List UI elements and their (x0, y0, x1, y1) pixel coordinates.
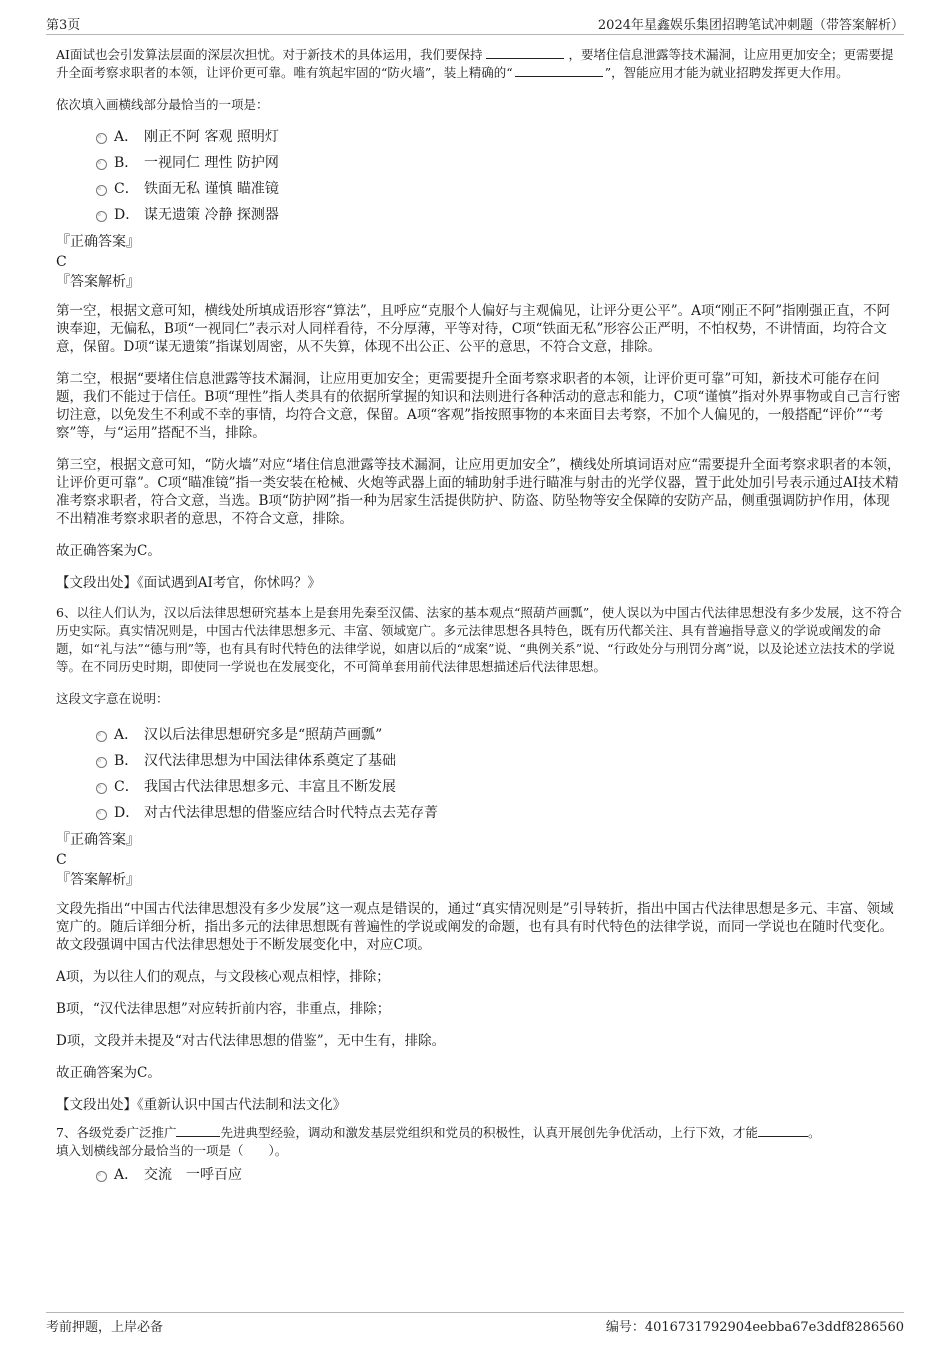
radio-icon[interactable] (96, 1171, 107, 1182)
q6-analysis-1: 文段先指出“中国古代法律思想没有多少发展”这一观点是错误的，通过“真实情况则是”引导转折，指出中国古代法律思想是多元、丰富、领域宽广的。随后详细分析，指出多元的法律思想既有普遍性的学说或阐发的命题，也有具有时代特色的法律学说，而同一学说也在随时代变化。故文段强调中国古代法律思想处于不断发展变化中，对应C项。 (56, 901, 894, 953)
radio-icon[interactable] (96, 185, 107, 196)
q5-options (56, 124, 902, 228)
q6-analysis-2: A项，为以往人们的观点，与文段核心观点相悖，排除； (56, 969, 390, 985)
q5-option-a[interactable]: A． 刚正不阿 客观 照明灯 (56, 124, 902, 150)
q5-option-b[interactable]: B． 一视同仁 理性 防护网 (56, 150, 902, 176)
q6-analysis-label: 『答案解析』 (56, 872, 140, 888)
q6-option-a[interactable]: A． 汉以后法律思想研究多是“照葫芦画瓢” (56, 722, 902, 748)
q7-blank-2 (758, 1124, 808, 1137)
q5-analysis-1: 第一空，根据文意可知，横线处所填成语形容“算法”，且呼应“克服个人偏好与主观偏见，让评分更公平”。A项“刚正不阿”指刚强正直，不阿谀奉迎，无偏私，B项“一视同仁”表示对人同样看待，不分厚薄，平等对待，C项“铁面无私”形容公正严明，不怕权势，不讲情面，均符合文意，保留。D项“谋无遗策”指谋划周密，从不失算，体现不出公正、公平的意思，不符合文意，排除。 (56, 303, 891, 355)
q5-answer: C (56, 254, 67, 270)
q6-analysis-4: D项，文段并未提及“对古代法律思想的借鉴”，无中生有，排除。 (56, 1033, 446, 1049)
q5-prompt: 依次填入画横线部分最恰当的一项是： (56, 97, 269, 112)
q6-passage: 6、以往人们认为，汉以后法律思想研究基本上是套用先秦至汉儒、法家的基本观点“照葫芦画瓢”，使人误以为中国古代法律思想没有多少发展，这不符合历史实际。真实情况则是，中国古代法律思想多元、丰富、领域宽广。多元法律思想各具特色，既有历代都关注、具有普遍指导意义的学说或阐发的命题，如“礼与法”“德与刑”等，也有具有时代特色的法律学说，如唐以后的“成案”说、“典例关系”说、“行政处分与刑罚分离”说，以及论述立法技术的学说等。在不同历史时期，即使同一学说也在发展变化，不可简单套用前代法律思想描述后代法律思想。 (56, 605, 902, 674)
q7-blank-1 (176, 1124, 220, 1137)
page-content (56, 40, 902, 1188)
q5-analysis-3: 第三空，根据文意可知，“防火墙”对应“堵住信息泄露等技术漏洞，让应用更加安全”，横线处所填词语对应“需要提升全面考察求职者的本领，让评价更可靠”。C项“瞄准镜”指一类安装在枪械、火炮等武器上面的辅助射手进行瞄准与射击的光学仪器，置于此处加引号表示通过AI技术精准考察求职者，符合文意，当选。B项“防护网”指一种为居家生活提供防护、防盗、防坠物等安全保障的安防产品，侧重强调防护作用，体现不出精准考察求职者的意思，不符合文意，排除。 (56, 457, 901, 527)
q6-option-d[interactable]: D． 对古代法律思想的借鉴应结合时代特点去芜存菁 (56, 800, 902, 826)
radio-icon[interactable] (96, 159, 107, 170)
q5-analysis-label: 『答案解析』 (56, 274, 140, 290)
radio-icon[interactable] (96, 809, 107, 820)
q7-passage: 7、各级党委广泛推广 先进典型经验，调动和激发基层党组织和党员的积极性，认真开展创先争优活动，上行下效，才能 。 (56, 1125, 821, 1140)
q7-options (56, 1162, 902, 1188)
page-footer (46, 1312, 904, 1339)
q5-source: 【文段出处】《面试遇到AI考官，你怵吗？》 (56, 575, 321, 591)
radio-icon[interactable] (96, 133, 107, 144)
q6-answer: C (56, 852, 67, 868)
q5-option-d[interactable]: D． 谋无遗策 冷静 探测器 (56, 202, 902, 228)
q6-prompt: 这段文字意在说明： (56, 691, 169, 706)
q6-conclusion: 故正确答案为C。 (56, 1065, 161, 1081)
radio-icon[interactable] (96, 211, 107, 222)
q7-option-a[interactable]: A． 交流 一呼百应 (56, 1162, 902, 1188)
q5-option-c[interactable]: C． 铁面无私 谨慎 瞄准镜 (56, 176, 902, 202)
page-number: 第3页 (46, 18, 81, 33)
footer-slogan: 考前押题，上岸必备 (46, 1320, 164, 1335)
radio-icon[interactable] (96, 731, 107, 742)
document-title: 2024年星鑫娱乐集团招聘笔试冲刺题（带答案解析） (597, 18, 904, 33)
q6-option-c[interactable]: C． 我国古代法律思想多元、丰富且不断发展 (56, 774, 902, 800)
q6-options (56, 722, 902, 826)
q5-blank-2 (515, 64, 603, 77)
q5-analysis-2: 第二空，根据“要堵住信息泄露等技术漏洞，让应用更加安全；更需要提升全面考察求职者的本领，让评价更可靠”可知，新技术可能存在问题，我们不能过于信任。B项“理性”指人类具有的依据所掌握的知识和法则进行各种活动的意志和能力，C项“谨慎”指对外界事物或自己言行密切注意，以免发生不利或不幸的事情，均符合文意，保留。A项“客观”指按照事物的本来面目去考察，不加个人偏见的，一般搭配“评价”“考察”等，与“运用”搭配不当，排除。 (56, 371, 901, 441)
q6-option-b[interactable]: B． 汉代法律思想为中国法律体系奠定了基础 (56, 748, 902, 774)
document-code: 编号：4016731792904eebba67e3ddf8286560 (605, 1320, 904, 1335)
q6-analysis-3: B项，“汉代法律思想”对应转折前内容，非重点，排除； (56, 1001, 391, 1017)
q6-source: 【文段出处】《重新认识中国古代法制和法文化》 (56, 1097, 347, 1113)
page-header (46, 12, 904, 35)
radio-icon[interactable] (96, 783, 107, 794)
q5-conclusion: 故正确答案为C。 (56, 543, 161, 559)
q5-answer-label: 『正确答案』 (56, 234, 140, 250)
q5-blank-1 (486, 46, 564, 59)
q6-answer-label: 『正确答案』 (56, 832, 140, 848)
q7-prompt: 填入划横线部分最恰当的一项是（ ）。 (56, 1143, 288, 1158)
q5-passage: AI面试也会引发算法层面的深层次担忧。对于新技术的具体运用，我们要保持 ，要堵住信息泄露等技术漏洞，让应用更加安全；更需要提升全面考察求职者的本领，让评价更可靠。唯有筑起牢固的“防火墙”，装上精确的“ ”，智能应用才能为就业招聘发挥更大作用。 (56, 47, 894, 80)
radio-icon[interactable] (96, 757, 107, 768)
